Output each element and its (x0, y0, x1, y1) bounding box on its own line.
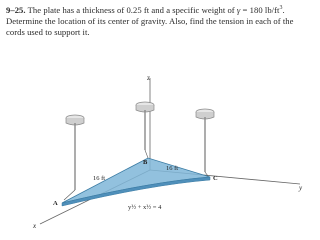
x-axis-label: x (33, 222, 37, 230)
middle-support (136, 102, 154, 150)
gamma-symbol: γ (236, 4, 241, 15)
problem-text-part-3: . Determine the location of its center of gravity. Also, find the tension in each of the cords used to support it. (6, 4, 294, 38)
point-b-label: B (143, 159, 148, 166)
dimension-ab-label: 16 ft (93, 175, 106, 182)
problem-text-part-2: = 180 lb/ft (240, 4, 280, 15)
y-axis-label: y (299, 184, 303, 192)
point-a-label: A (53, 200, 58, 207)
point-c-label: C (213, 175, 218, 182)
cord-b (145, 150, 148, 158)
dimension-bc-label: 16 ft (166, 165, 179, 172)
exponent: 3 (279, 5, 283, 11)
left-support (66, 115, 84, 190)
problem-number: 9–25. (6, 4, 26, 15)
z-axis-label: z (147, 74, 151, 82)
curve-equation: y½ + x½ = 4 (128, 204, 162, 211)
problem-text-part-1: The plate has a thickness of 0.25 ft and a specific weight of (25, 4, 237, 15)
right-support (196, 109, 214, 172)
